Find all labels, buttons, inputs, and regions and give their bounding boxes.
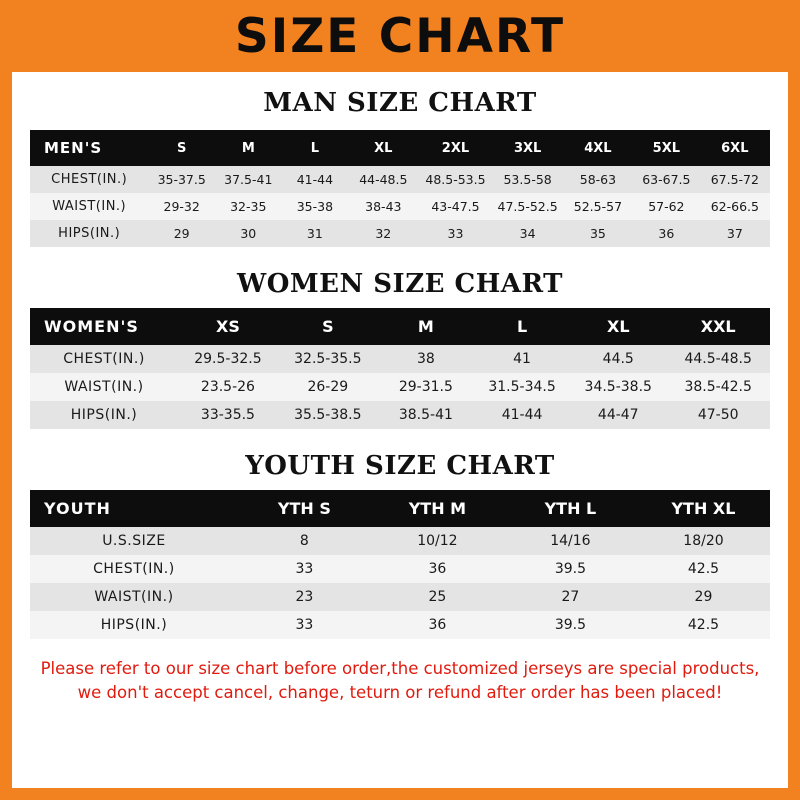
cell: 33 (418, 220, 492, 247)
cell: 63-67.5 (633, 166, 700, 193)
cell: 29.5-32.5 (178, 345, 278, 373)
col-header: L (282, 130, 349, 166)
table-row (30, 345, 770, 373)
footnote-line-2: we don't accept cancel, change, teturn or refund after order has been placed! (77, 682, 723, 702)
youth-size-table (30, 490, 770, 639)
row-header: CHEST(IN.) (30, 166, 148, 193)
table-row (30, 166, 770, 193)
footnote-line-1: Please refer to our size chart before order,the customized jerseys are special products, (40, 659, 760, 678)
cell: 34.5-38.5 (570, 373, 666, 401)
cell: 62-66.5 (700, 193, 770, 220)
row-header: CHEST(IN.) (30, 555, 238, 583)
cell: 37 (700, 220, 770, 247)
cell: 67.5-72 (700, 166, 770, 193)
cell: 43-47.5 (418, 193, 492, 220)
col-header: XL (570, 308, 666, 345)
table-row (30, 611, 770, 639)
cell: 33 (238, 555, 371, 583)
row-header: HIPS(IN.) (30, 401, 178, 429)
cell: 32-35 (215, 193, 282, 220)
cell: 25 (371, 583, 504, 611)
cell: 29 (148, 220, 215, 247)
col-header: MEN'S (30, 130, 148, 166)
cell: 48.5-53.5 (418, 166, 492, 193)
cell: 32.5-35.5 (278, 345, 378, 373)
cell: 36 (371, 555, 504, 583)
row-header: WAIST(IN.) (30, 193, 148, 220)
youth-section-title: YOUTH SIZE CHART (245, 451, 555, 481)
cell: 31 (282, 220, 349, 247)
cell: 29-31.5 (378, 373, 474, 401)
col-header: S (278, 308, 378, 345)
col-header: YOUTH (30, 490, 238, 527)
cell: 29 (637, 583, 770, 611)
col-header: YTH S (238, 490, 371, 527)
cell: 35.5-38.5 (278, 401, 378, 429)
cell: 10/12 (371, 527, 504, 555)
cell: 27 (504, 583, 637, 611)
col-header: 2XL (418, 130, 492, 166)
man-section-title: MAN SIZE CHART (263, 88, 537, 118)
table-header-row (30, 490, 770, 527)
cell: 41-44 (282, 166, 349, 193)
cell: 37.5-41 (215, 166, 282, 193)
col-header: 3XL (492, 130, 562, 166)
col-header: YTH M (371, 490, 504, 527)
col-header: M (378, 308, 474, 345)
col-header: 4XL (563, 130, 633, 166)
table-row (30, 527, 770, 555)
col-header: YTH XL (637, 490, 770, 527)
cell: 23.5-26 (178, 373, 278, 401)
women-size-table (30, 308, 770, 429)
cell: 38.5-41 (378, 401, 474, 429)
col-header: S (148, 130, 215, 166)
cell: 39.5 (504, 611, 637, 639)
row-header: U.S.SIZE (30, 527, 238, 555)
cell: 38.5-42.5 (666, 373, 770, 401)
cell: 35 (563, 220, 633, 247)
footnote (30, 657, 770, 705)
cell: 34 (492, 220, 562, 247)
col-header: 5XL (633, 130, 700, 166)
col-header: XL (348, 130, 418, 166)
table-header-row (30, 130, 770, 166)
cell: 52.5-57 (563, 193, 633, 220)
banner (0, 0, 800, 72)
row-header: WAIST(IN.) (30, 373, 178, 401)
cell: 38-43 (348, 193, 418, 220)
cell: 44.5 (570, 345, 666, 373)
table-row (30, 401, 770, 429)
cell: 18/20 (637, 527, 770, 555)
cell: 26-29 (278, 373, 378, 401)
col-header: WOMEN'S (30, 308, 178, 345)
man-size-table (30, 130, 770, 247)
table-row (30, 583, 770, 611)
cell: 23 (238, 583, 371, 611)
cell: 42.5 (637, 555, 770, 583)
col-header: 6XL (700, 130, 770, 166)
cell: 29-32 (148, 193, 215, 220)
cell: 42.5 (637, 611, 770, 639)
cell: 57-62 (633, 193, 700, 220)
cell: 44-48.5 (348, 166, 418, 193)
table-row (30, 220, 770, 247)
cell: 41 (474, 345, 570, 373)
cell: 36 (633, 220, 700, 247)
table-header-row (30, 308, 770, 345)
cell: 35-37.5 (148, 166, 215, 193)
cell: 31.5-34.5 (474, 373, 570, 401)
cell: 58-63 (563, 166, 633, 193)
cell: 39.5 (504, 555, 637, 583)
cell: 36 (371, 611, 504, 639)
cell: 33 (238, 611, 371, 639)
cell: 8 (238, 527, 371, 555)
col-header: M (215, 130, 282, 166)
cell: 32 (348, 220, 418, 247)
cell: 14/16 (504, 527, 637, 555)
cell: 33-35.5 (178, 401, 278, 429)
cell: 44.5-48.5 (666, 345, 770, 373)
table-row (30, 373, 770, 401)
row-header: HIPS(IN.) (30, 220, 148, 247)
row-header: WAIST(IN.) (30, 583, 238, 611)
cell: 47.5-52.5 (492, 193, 562, 220)
col-header: XXL (666, 308, 770, 345)
row-header: CHEST(IN.) (30, 345, 178, 373)
table-row (30, 555, 770, 583)
col-header: L (474, 308, 570, 345)
row-header: HIPS(IN.) (30, 611, 238, 639)
cell: 47-50 (666, 401, 770, 429)
cell: 35-38 (282, 193, 349, 220)
women-section-title: WOMEN SIZE CHART (237, 269, 563, 299)
page-title: SIZE CHART (234, 8, 566, 64)
table-row (30, 193, 770, 220)
cell: 41-44 (474, 401, 570, 429)
cell: 30 (215, 220, 282, 247)
cell: 38 (378, 345, 474, 373)
cell: 44-47 (570, 401, 666, 429)
col-header: XS (178, 308, 278, 345)
col-header: YTH L (504, 490, 637, 527)
content (12, 88, 788, 705)
cell: 53.5-58 (492, 166, 562, 193)
